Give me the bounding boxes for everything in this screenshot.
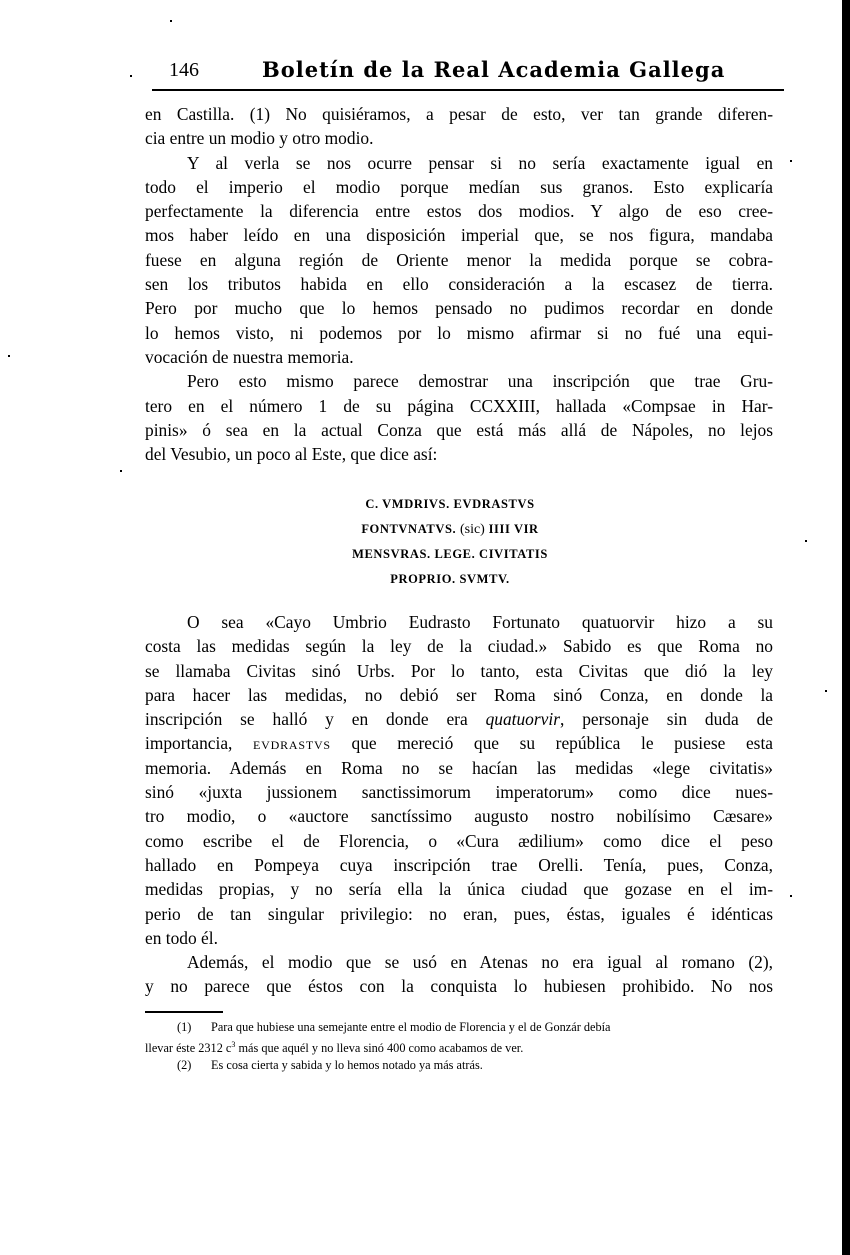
text-line: [145, 731, 773, 755]
scan-speck: [120, 470, 122, 472]
inscription-line: C. VMDRIVS. EVDRASTVS: [365, 497, 535, 511]
inscription-word: IIII VIR: [488, 521, 539, 536]
paragraph-4: [145, 610, 773, 950]
latin-inscription: [300, 492, 600, 591]
scan-speck: [8, 355, 10, 357]
text-line: [145, 707, 773, 731]
footnote-rule: [145, 1011, 223, 1013]
text-line: lo hemos visto, ni podemos por lo mismo afirmar si no fué una equi-: [145, 322, 773, 343]
footnote-1-continued: [145, 1036, 775, 1057]
scan-speck: [790, 160, 792, 162]
text-line: memoria. Además en Roma no se hacían las medidas «lege civitatis»: [145, 757, 773, 778]
footnote-text: Para que hubiese una semejante entre el modio de Florencia y el de Gonzár debía: [211, 1020, 611, 1034]
text-line: vocación de nuestra memoria.: [145, 346, 354, 367]
footnote-text: Es cosa cierta y sabida y lo hemos notado ya más atrás.: [211, 1058, 483, 1073]
scan-speck: [825, 690, 827, 692]
text-line: Pero esto mismo parece demostrar una inscripción que trae Gru-: [187, 371, 773, 392]
footnote-text: más que aquél y no lleva sinó 400 como acabamos de ver.: [235, 1041, 524, 1056]
text-line: tero en el número 1 de su página CCXXIII, hallada «Compsae in Har-: [145, 395, 773, 416]
text-span: inscripción se halló y en donde era: [145, 709, 486, 730]
inscription-line: [300, 517, 600, 543]
footnotes: [145, 1019, 775, 1074]
inscription-line: PROPRIO. SVMTV.: [390, 571, 510, 586]
page-number: 146: [169, 59, 199, 81]
text-line: medidas propias, y no sería ella la única ciudad que gozase en el im-: [145, 879, 773, 900]
footnote-1: [145, 1019, 775, 1036]
text-line: sinó «juxta jussionem sanctissimorum imperatorum» como dice nues-: [145, 782, 773, 803]
footnote-text: llevar éste 2312 c: [145, 1041, 232, 1056]
text-line: perfectamente la diferencia entre estos dos modios. Y algo de eso cree-: [145, 201, 773, 222]
header-rule: [152, 89, 784, 91]
paragraph-3: [145, 369, 773, 466]
text-line: Además, el modio que se usó en Atenas no era igual al romano (2),: [187, 952, 773, 973]
scan-speck: [805, 540, 807, 542]
text-line: en Castilla. (1) No quisiéramos, a pesar de esto, ver tan grande diferen-: [145, 104, 773, 124]
footnote-2: [145, 1057, 775, 1074]
scan-border-edge: [842, 0, 850, 1255]
paragraph-1: [145, 102, 773, 151]
superscript: 3: [231, 1040, 236, 1049]
page-header: [145, 57, 785, 87]
body-text-lower: [145, 610, 773, 999]
text-line: para hacer las medidas, no debió ser Roma sinó Conza, en donde la: [145, 684, 773, 705]
text-line: O sea «Cayo Umbrio Eudrasto Fortunato quatuorvir hizo a su: [187, 612, 773, 632]
smallcaps-term: EVDRASTVS: [253, 738, 331, 753]
running-title: Boletín de la Real Academia Gallega: [262, 57, 726, 82]
scan-speck: [170, 20, 172, 22]
text-line: del Vesubio, un poco al Este, que dice así:: [145, 444, 438, 465]
text-line: sen los tributos habida en ello consideración a la escasez de tierra.: [145, 274, 773, 295]
text-line: Y al verla se nos ocurre pensar si no sería exactamente igual en: [187, 152, 773, 173]
paragraph-2: [145, 151, 773, 370]
scan-speck: [130, 75, 132, 77]
text-line: como escribe el de Florencia, o «Cura ædilium» como dice el peso: [145, 830, 773, 851]
text-line: en todo él.: [145, 927, 218, 948]
body-text-upper: [145, 102, 773, 466]
inscription-line: MENSVRAS. LEGE. CIVITATIS: [352, 547, 548, 561]
text-line: pinis» ó sea en la actual Conza que está más allá de Nápoles, no lejos: [145, 419, 773, 440]
scan-speck: [790, 895, 792, 897]
inscription-word: FONTVNATVS.: [361, 521, 457, 536]
text-line: se llamaba Civitas sinó Urbs. Por lo tanto, esta Civitas que dió la ley: [145, 660, 773, 681]
text-line: cia entre un modio y otro modio.: [145, 128, 374, 149]
text-line: y no parece que éstos con la conquista lo hubiesen prohibido. No nos: [145, 976, 773, 997]
text-line: fuese en alguna región de Oriente menor la medida porque se cobra-: [145, 249, 773, 270]
text-line: mos haber leído en una disposición imperial que, se nos figura, mandaba: [145, 225, 773, 246]
footnote-number: (2): [177, 1058, 192, 1073]
text-span: , personaje sin duda de: [559, 709, 773, 730]
text-span: importancia,: [145, 733, 254, 754]
sic-marker: (sic): [459, 521, 485, 537]
italic-term: quatuorvir: [485, 709, 560, 730]
text-line: Pero por mucho que lo hemos pensado no pudimos recordar en donde: [145, 298, 773, 319]
text-line: todo el imperio el modio porque medían sus granos. Esto explicaría: [145, 176, 773, 197]
text-line: costa las medidas según la ley de la ciudad.» Sabido es que Roma no: [145, 636, 773, 657]
text-line: perio de tan singular privilegio: no eran, pues, éstas, iguales é idénticas: [145, 903, 773, 924]
paragraph-5: [145, 950, 773, 999]
text-line: tro modio, o «auctore sanctíssimo augusto nostro nobilísimo Cæsare»: [145, 806, 773, 827]
text-line: hallado en Pompeya cuya inscripción trae Orelli. Tenía, pues, Conza,: [145, 854, 773, 875]
text-span: que mereció que su república le pusiese esta: [330, 733, 773, 754]
footnote-number: (1): [177, 1020, 192, 1034]
